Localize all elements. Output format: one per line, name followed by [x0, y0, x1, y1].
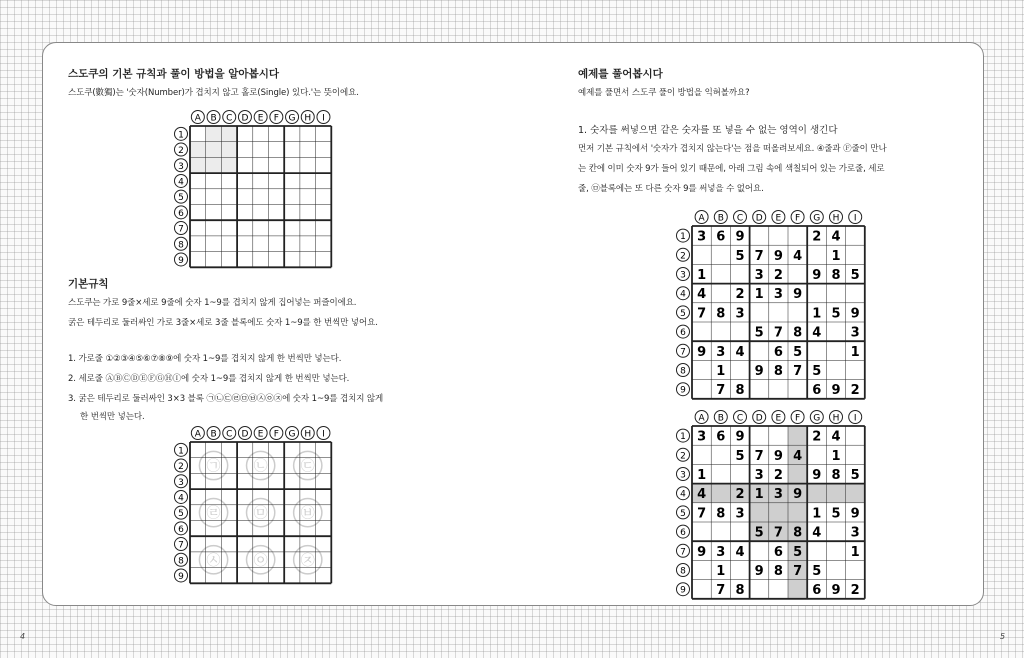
cell-digit: 9 — [735, 429, 745, 445]
cell-digit: 4 — [697, 287, 707, 303]
cell-digit: 1 — [754, 487, 764, 503]
rule-item-3: 3. 굵은 테두리로 둘러싸인 3×3 블록 ㉠㉡㉢㉣㉤㉥㉦㉧㉨에 숫자 1~9를 겹치지 않게 — [68, 394, 384, 404]
cell-digit: 2 — [812, 429, 822, 445]
cell-digit: 9 — [812, 268, 822, 283]
col-header: F — [795, 213, 801, 224]
col-header: F — [273, 429, 279, 440]
row-header: 8 — [178, 240, 184, 251]
cell-digit: 8 — [831, 268, 841, 283]
col-header: E — [775, 213, 782, 224]
col-header: D — [241, 113, 249, 124]
cell-digit: 3 — [754, 268, 764, 283]
row-header: 3 — [178, 161, 184, 172]
highlight-cell — [750, 503, 769, 522]
cell-digit: 1 — [716, 364, 726, 379]
cell-digit: 6 — [773, 544, 783, 560]
row-header: 1 — [680, 432, 686, 443]
col-header: E — [775, 413, 782, 424]
row-header: 2 — [178, 146, 184, 157]
cell-digit: 3 — [697, 229, 707, 245]
row-header: 8 — [680, 366, 686, 377]
cell-digit: 1 — [754, 287, 764, 303]
col-header: G — [813, 213, 821, 224]
cell-digit: 8 — [773, 564, 783, 579]
block-label: ㉣ — [206, 505, 221, 522]
row-header: 4 — [680, 489, 686, 500]
cell-digit: 9 — [850, 306, 860, 322]
cell-digit: 9 — [754, 364, 764, 379]
rule-item-1: 1. 가로줄 ①②③④⑤⑥⑦⑧⑨에 숫자 1~9를 겹치지 않게 한 번씩만 넣는다. — [68, 354, 342, 364]
row-header: 3 — [178, 477, 184, 488]
col-header: D — [755, 413, 763, 424]
cell-digit: 1 — [716, 564, 726, 579]
cell-digit: 6 — [812, 583, 822, 599]
row-header: 5 — [178, 509, 184, 520]
row-header: 1 — [178, 130, 184, 141]
row-header: 5 — [178, 193, 184, 204]
block-label: ㉤ — [253, 505, 268, 522]
row-header: 5 — [680, 308, 686, 319]
cell-digit: 5 — [754, 325, 764, 341]
cell-digit: 1 — [850, 344, 860, 360]
cell-digit: 5 — [831, 306, 841, 322]
cell-digit: 4 — [735, 544, 745, 560]
cell-digit: 7 — [697, 306, 707, 322]
col-header: I — [853, 413, 857, 424]
rules-line-2: 굵은 테두리로 둘러싸인 가로 3줄×세로 3줄 블록에도 숫자 1~9를 한 번씩만 넣어요. — [68, 318, 378, 328]
grid-example-rows-cols — [172, 108, 333, 273]
col-header: D — [241, 429, 249, 440]
cell-digit: 5 — [812, 364, 822, 379]
highlight-cell — [846, 484, 865, 503]
cell-digit: 8 — [735, 383, 745, 399]
col-header: I — [322, 429, 325, 440]
cell-digit: 4 — [831, 229, 841, 245]
cell-digit: 5 — [793, 344, 803, 360]
cell-digit: 2 — [850, 383, 860, 399]
row-header: 7 — [680, 547, 686, 558]
col-header: H — [304, 113, 312, 124]
cell-digit: 3 — [773, 287, 783, 303]
cell-digit: 7 — [773, 325, 783, 341]
cell-digit: 9 — [831, 583, 841, 599]
col-header: C — [226, 429, 233, 440]
col-header: I — [322, 113, 325, 124]
row-header: 9 — [680, 385, 686, 396]
row-header: 6 — [178, 208, 184, 219]
rule-item-3-cont: 한 번씩만 넣는다. — [80, 412, 145, 422]
sudoku-puzzle-highlighted — [674, 408, 867, 605]
highlight-cell — [190, 142, 206, 158]
cell-digit: 2 — [735, 487, 745, 503]
cell-digit: 9 — [812, 468, 822, 483]
left-intro: 스도쿠(數獨)는 '숫자(Number)가 겹치지 않고 홀로(Single) 있다.'는 뜻이에요. — [68, 88, 359, 98]
cell-digit: 4 — [697, 487, 707, 503]
col-header: B — [210, 113, 217, 124]
col-header: A — [698, 413, 705, 424]
cell-digit: 4 — [812, 325, 822, 341]
cell-digit: 3 — [850, 525, 860, 541]
cell-digit: 5 — [831, 506, 841, 522]
cell-digit: 1 — [697, 468, 707, 483]
cell-digit: 4 — [793, 448, 803, 464]
cell-digit: 6 — [716, 229, 726, 245]
col-header: I — [853, 213, 857, 224]
cell-digit: 7 — [716, 383, 726, 399]
highlight-cell — [190, 157, 206, 173]
highlight-cell — [788, 464, 807, 483]
highlight-cell — [826, 484, 845, 503]
cell-digit: 7 — [793, 564, 803, 579]
step-line-1: 먼저 기본 규칙에서 '숫자가 겹치지 않는다'는 점을 떠올려보세요. ④줄과 Ⓕ줄이 만나 — [578, 144, 887, 154]
cell-digit: 9 — [793, 487, 803, 503]
cell-digit: 8 — [716, 506, 726, 522]
col-header: G — [813, 413, 821, 424]
col-header: A — [194, 113, 201, 124]
col-header: E — [257, 113, 264, 124]
cell-digit: 7 — [754, 448, 764, 464]
cell-digit: 9 — [754, 564, 764, 579]
cell-digit: 8 — [831, 468, 841, 483]
highlight-cell — [788, 503, 807, 522]
cell-digit: 4 — [793, 248, 803, 264]
cell-digit: 9 — [773, 248, 783, 264]
cell-digit: 1 — [812, 306, 822, 322]
block-label: ㉧ — [253, 552, 268, 569]
highlight-cell — [221, 142, 237, 158]
grid-b-svg — [172, 424, 333, 585]
cell-digit: 3 — [735, 506, 745, 522]
highlight-cell — [206, 157, 222, 173]
block-label: ㉥ — [300, 505, 315, 522]
cell-digit: 9 — [773, 448, 783, 464]
cell-digit: 9 — [850, 506, 860, 522]
cell-digit: 1 — [831, 448, 841, 464]
cell-digit: 5 — [735, 448, 745, 464]
step-line-3: 줄, ㉤블록에는 또 다른 숫자 9를 써넣을 수 없어요. — [578, 184, 764, 194]
rules-line-1: 스도쿠는 가로 9줄×세로 9줄에 숫자 1~9를 겹치지 않게 집어넣는 퍼즐이에요. — [68, 298, 357, 308]
cell-digit: 9 — [831, 383, 841, 399]
row-header: 4 — [178, 493, 184, 504]
row-header: 6 — [680, 328, 686, 339]
cell-digit: 7 — [793, 364, 803, 379]
row-header: 7 — [178, 540, 184, 551]
step-title: 1. 숫자를 써넣으면 같은 숫자를 또 넣을 수 없는 영역이 생긴다 — [578, 125, 838, 136]
col-header: H — [832, 413, 840, 424]
cell-digit: 9 — [735, 229, 745, 245]
page-number-right: 5 — [1000, 632, 1006, 641]
sudoku-puzzle-plain — [674, 208, 867, 405]
col-header: D — [755, 213, 763, 224]
row-header: 2 — [680, 451, 686, 462]
col-header: C — [226, 113, 233, 124]
highlight-cell — [788, 580, 807, 599]
row-header: 2 — [680, 251, 686, 262]
highlight-cell — [221, 126, 237, 142]
cell-digit: 4 — [831, 429, 841, 445]
block-label: ㉡ — [253, 458, 268, 475]
grid-c-svg — [674, 208, 867, 401]
cell-digit: 8 — [793, 525, 803, 541]
left-title: 스도쿠의 기본 규칙과 풀이 방법을 알아봅시다 — [68, 68, 279, 80]
row-header: 7 — [680, 347, 686, 358]
cell-digit: 1 — [850, 544, 860, 560]
row-header: 8 — [680, 566, 686, 577]
row-header: 7 — [178, 224, 184, 235]
cell-digit: 5 — [850, 268, 860, 283]
row-header: 9 — [680, 585, 686, 596]
cell-digit: 8 — [716, 306, 726, 322]
row-header: 3 — [680, 270, 686, 281]
col-header: C — [736, 413, 744, 424]
block-label: ㉦ — [206, 552, 221, 569]
row-header: 1 — [178, 446, 184, 457]
block-label: ㉨ — [300, 552, 315, 569]
cell-digit: 8 — [773, 364, 783, 379]
cell-digit: 3 — [754, 468, 764, 483]
cell-digit: 2 — [812, 229, 822, 245]
cell-digit: 7 — [716, 583, 726, 599]
cell-digit: 1 — [812, 506, 822, 522]
highlight-cell — [788, 426, 807, 445]
col-header: C — [736, 213, 744, 224]
cell-digit: 9 — [697, 544, 707, 560]
cell-digit: 2 — [850, 583, 860, 599]
col-header: G — [288, 113, 296, 124]
page-number-left: 4 — [20, 632, 26, 641]
highlight-cell — [807, 484, 826, 503]
cell-digit: 6 — [773, 344, 783, 360]
col-header: G — [288, 429, 296, 440]
row-header: 4 — [178, 177, 184, 188]
cell-digit: 6 — [812, 383, 822, 399]
block-label: ㉠ — [206, 458, 221, 475]
cell-digit: 1 — [831, 248, 841, 264]
grid-a-svg — [172, 108, 333, 269]
col-header: B — [717, 213, 724, 224]
col-header: A — [194, 429, 201, 440]
right-intro: 예제를 풀면서 스도쿠 풀이 방법을 익혀볼까요? — [578, 88, 750, 98]
cell-digit: 4 — [735, 344, 745, 360]
cell-digit: 3 — [850, 325, 860, 341]
row-header: 6 — [178, 524, 184, 535]
cell-digit: 5 — [754, 525, 764, 541]
highlight-cell — [206, 126, 222, 142]
block-label: ㉢ — [300, 458, 315, 475]
highlight-cell — [206, 142, 222, 158]
col-header: H — [304, 429, 312, 440]
cell-digit: 2 — [773, 268, 783, 283]
row-header: 9 — [178, 571, 184, 582]
row-header: 9 — [178, 255, 184, 266]
cell-digit: 6 — [716, 429, 726, 445]
cell-digit: 9 — [793, 287, 803, 303]
cell-digit: 2 — [773, 468, 783, 483]
cell-digit: 9 — [697, 344, 707, 360]
cell-digit: 7 — [697, 506, 707, 522]
cell-digit: 3 — [735, 306, 745, 322]
cell-digit: 1 — [697, 268, 707, 283]
col-header: F — [273, 113, 279, 124]
row-header: 8 — [178, 556, 184, 567]
highlight-cell — [769, 503, 788, 522]
cell-digit: 8 — [793, 325, 803, 341]
cell-digit: 3 — [697, 429, 707, 445]
col-header: F — [795, 413, 801, 424]
col-header: E — [257, 429, 264, 440]
row-header: 6 — [680, 528, 686, 539]
col-header: A — [698, 213, 705, 224]
col-header: H — [832, 213, 840, 224]
cell-digit: 5 — [735, 248, 745, 264]
cell-digit: 3 — [716, 544, 726, 560]
cell-digit: 8 — [735, 583, 745, 599]
grid-example-blocks — [172, 424, 333, 589]
cell-digit: 2 — [735, 287, 745, 303]
rule-item-2: 2. 세로줄 ⒶⒷⒸⒹⒺⒻⒼⒽⒾ에 숫자 1~9를 겹치지 않게 한 번씩만 넣는다. — [68, 374, 350, 384]
col-header: B — [210, 429, 217, 440]
cell-digit: 4 — [812, 525, 822, 541]
right-title: 예제를 풀어봅시다 — [578, 68, 663, 80]
highlight-cell — [221, 157, 237, 173]
cell-digit: 5 — [812, 564, 822, 579]
cell-digit: 3 — [773, 487, 783, 503]
row-header: 2 — [178, 462, 184, 473]
cell-digit: 5 — [793, 544, 803, 560]
row-header: 1 — [680, 232, 686, 243]
row-header: 3 — [680, 470, 686, 481]
cell-digit: 3 — [716, 344, 726, 360]
rules-title: 기본규칙 — [68, 278, 109, 290]
step-line-2: 는 칸에 이미 숫자 9가 들어 있기 때문에, 아래 그림 속에 색칠되어 있는 가로줄, 세로 — [578, 164, 885, 174]
col-header: B — [717, 413, 724, 424]
cell-digit: 5 — [850, 468, 860, 483]
grid-d-svg — [674, 408, 867, 601]
cell-digit: 7 — [754, 248, 764, 264]
highlight-cell — [711, 484, 730, 503]
row-header: 5 — [680, 508, 686, 519]
row-header: 4 — [680, 289, 686, 300]
cell-digit: 7 — [773, 525, 783, 541]
